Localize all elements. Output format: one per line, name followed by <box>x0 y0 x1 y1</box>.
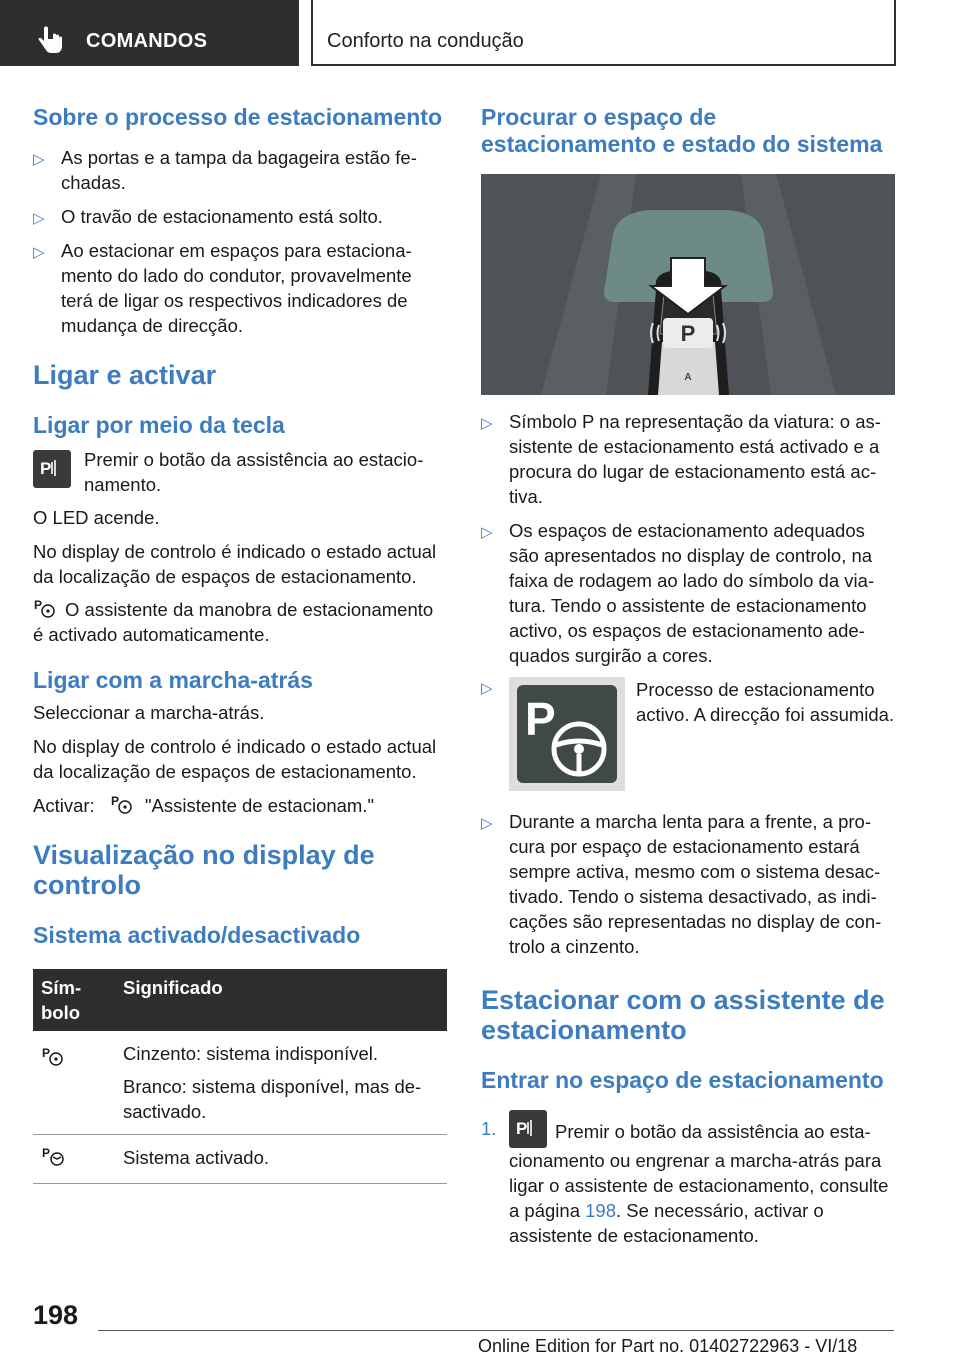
symbol-table <box>33 969 447 1184</box>
led-text: O LED acende. <box>33 507 160 528</box>
parking-display-image <box>481 174 895 395</box>
chapter-header <box>311 0 896 66</box>
parking-steering-active-large-icon <box>509 677 625 791</box>
chapter-tab <box>0 0 299 66</box>
heading-entrar: Entrar no espaço de estacionamento <box>481 1067 884 1093</box>
parking-steering-active-icon <box>41 1145 67 1167</box>
row1-text-b: Branco: sistema disponível, mas desactivado. <box>123 1076 422 1122</box>
table-header-meaning: Significado <box>115 969 447 1031</box>
footer-divider <box>98 1330 894 1331</box>
procurar-list <box>481 409 895 668</box>
parking-assist-button-icon <box>33 450 71 488</box>
heading-visual: Visualização no display de controlo <box>33 840 375 900</box>
activar-label: Activar: <box>33 795 95 816</box>
parking-steering-icon <box>33 597 57 619</box>
svg-text:P: P <box>680 321 696 346</box>
triangle-bullet-icon: ▷ <box>33 151 45 168</box>
parking-assist-button-icon <box>509 1110 547 1148</box>
display-text: No display de controlo é indicado o estado actual da localização de espaços de estacionamento. <box>33 541 437 587</box>
triangle-bullet-icon: ▷ <box>481 415 493 432</box>
svg-text:A: A <box>684 372 692 383</box>
manobra-para: P O assistente da manobra de estacionamento é activado automaticamente. <box>33 598 434 645</box>
list-item: ▷ O travão de estacionamento está solto. <box>33 204 447 229</box>
heading-tecla: Ligar por meio da tecla <box>33 412 285 438</box>
hand-icon <box>38 26 64 54</box>
processo-item <box>481 677 895 797</box>
right-column <box>481 100 895 1248</box>
svg-text:P: P <box>42 1146 51 1160</box>
chapter-label: Conforto na condução <box>327 30 524 52</box>
footer-edition: Online Edition for Part no. 01402722963 - VI/18 <box>478 1336 858 1356</box>
row2-text: Sistema activado. <box>115 1135 447 1184</box>
svg-text:P: P <box>516 1119 528 1138</box>
triangle-bullet-icon: ▷ <box>481 815 493 832</box>
parking-steering-icon <box>41 1045 65 1067</box>
svg-text:P: P <box>525 693 556 745</box>
list-item: ▷ Símbolo P na representação da viatura: o assistente de estacionamento está activado e a procura do lugar de estacionamento está activa. <box>481 411 881 507</box>
svg-text:P: P <box>34 598 43 612</box>
heading-estacionar: Estacionar com o assistente de estacionamento <box>481 985 885 1045</box>
list-item: ▷ As portas e a tampa da bagageira estão fechadas. <box>33 147 417 193</box>
list-item: ▷ Durante a marcha lenta para a frente, a procura por espaço de estacionamento estará sempre activa, mesmo com o sistema desactivado. Tendo o sistema desactivado, as indicações são representadas no display de controlo a cinzento. <box>481 811 882 957</box>
parking-steering-icon <box>110 793 134 815</box>
activar-line <box>33 793 447 818</box>
left-column <box>33 100 447 1184</box>
row1-text-a: Cinzento: sistema indisponível. <box>123 1043 379 1064</box>
heading-procurar: Procurar o espaço de estacionamento e estado do sistema <box>481 104 883 157</box>
triangle-bullet-icon: ▷ <box>33 210 45 227</box>
section-label: COMANDOS <box>86 30 208 52</box>
marcha-text: Seleccionar a marcha-atrás. <box>33 702 265 723</box>
heading-sobre: Sobre o processo de estacionamento <box>33 104 443 130</box>
durante-list <box>481 809 895 959</box>
heading-marcha: Ligar com a marcha-atrás <box>33 667 313 693</box>
activar-value: "Assistente de estacionam." <box>144 795 375 816</box>
heading-sistema: Sistema activado/desactivado <box>33 922 361 948</box>
heading-ligar: Ligar e activar <box>33 360 217 390</box>
step-number: 1. <box>481 1118 497 1139</box>
sobre-list <box>33 145 447 338</box>
step-1 <box>481 1110 895 1248</box>
tecla-text: Premir o botão da assistência ao estacionamento. <box>84 449 424 495</box>
svg-text:P: P <box>42 1046 51 1060</box>
tecla-block <box>33 447 447 497</box>
processo-text: Processo de estacionamento activo. A direcção foi assumida. <box>636 679 895 725</box>
table-row <box>33 1031 447 1135</box>
list-item: ▷ Ao estacionar em espaços para estacionamento do lado do condutor, provavelmente terá de ligar os respectivos indicadores de mudança de direcção. <box>33 240 412 336</box>
page-link[interactable]: 198 <box>585 1200 616 1221</box>
table-row <box>33 1135 447 1184</box>
display-text-2: No display de controlo é indicado o estado actual da localização de espaços de estacionamento. <box>33 736 437 782</box>
triangle-bullet-icon: ▷ <box>481 524 493 541</box>
table-header-symbol: Símbolo <box>33 969 115 1031</box>
svg-text:P: P <box>110 794 119 808</box>
triangle-bullet-icon: ▷ <box>481 680 493 697</box>
page-number: 198 <box>33 1300 79 1330</box>
triangle-bullet-icon: ▷ <box>33 244 45 261</box>
step-text: P Premir o botão da assistência ao estacionamento ou engrenar a marcha-atrás para ligar o assistente de estacionamento, consulte a página 198. Se necessário, activar o assistente de estacionamento. <box>509 1110 895 1248</box>
svg-text:P: P <box>40 459 52 478</box>
list-item: ▷ Os espaços de estacionamento adequados são apresentados no display de controlo, na faixa de rodagem ao lado do símbolo da viatura. Tendo o assistente de estacionamento activo, os espaços de estacionamento adequados surgirão a cores. <box>481 520 875 666</box>
